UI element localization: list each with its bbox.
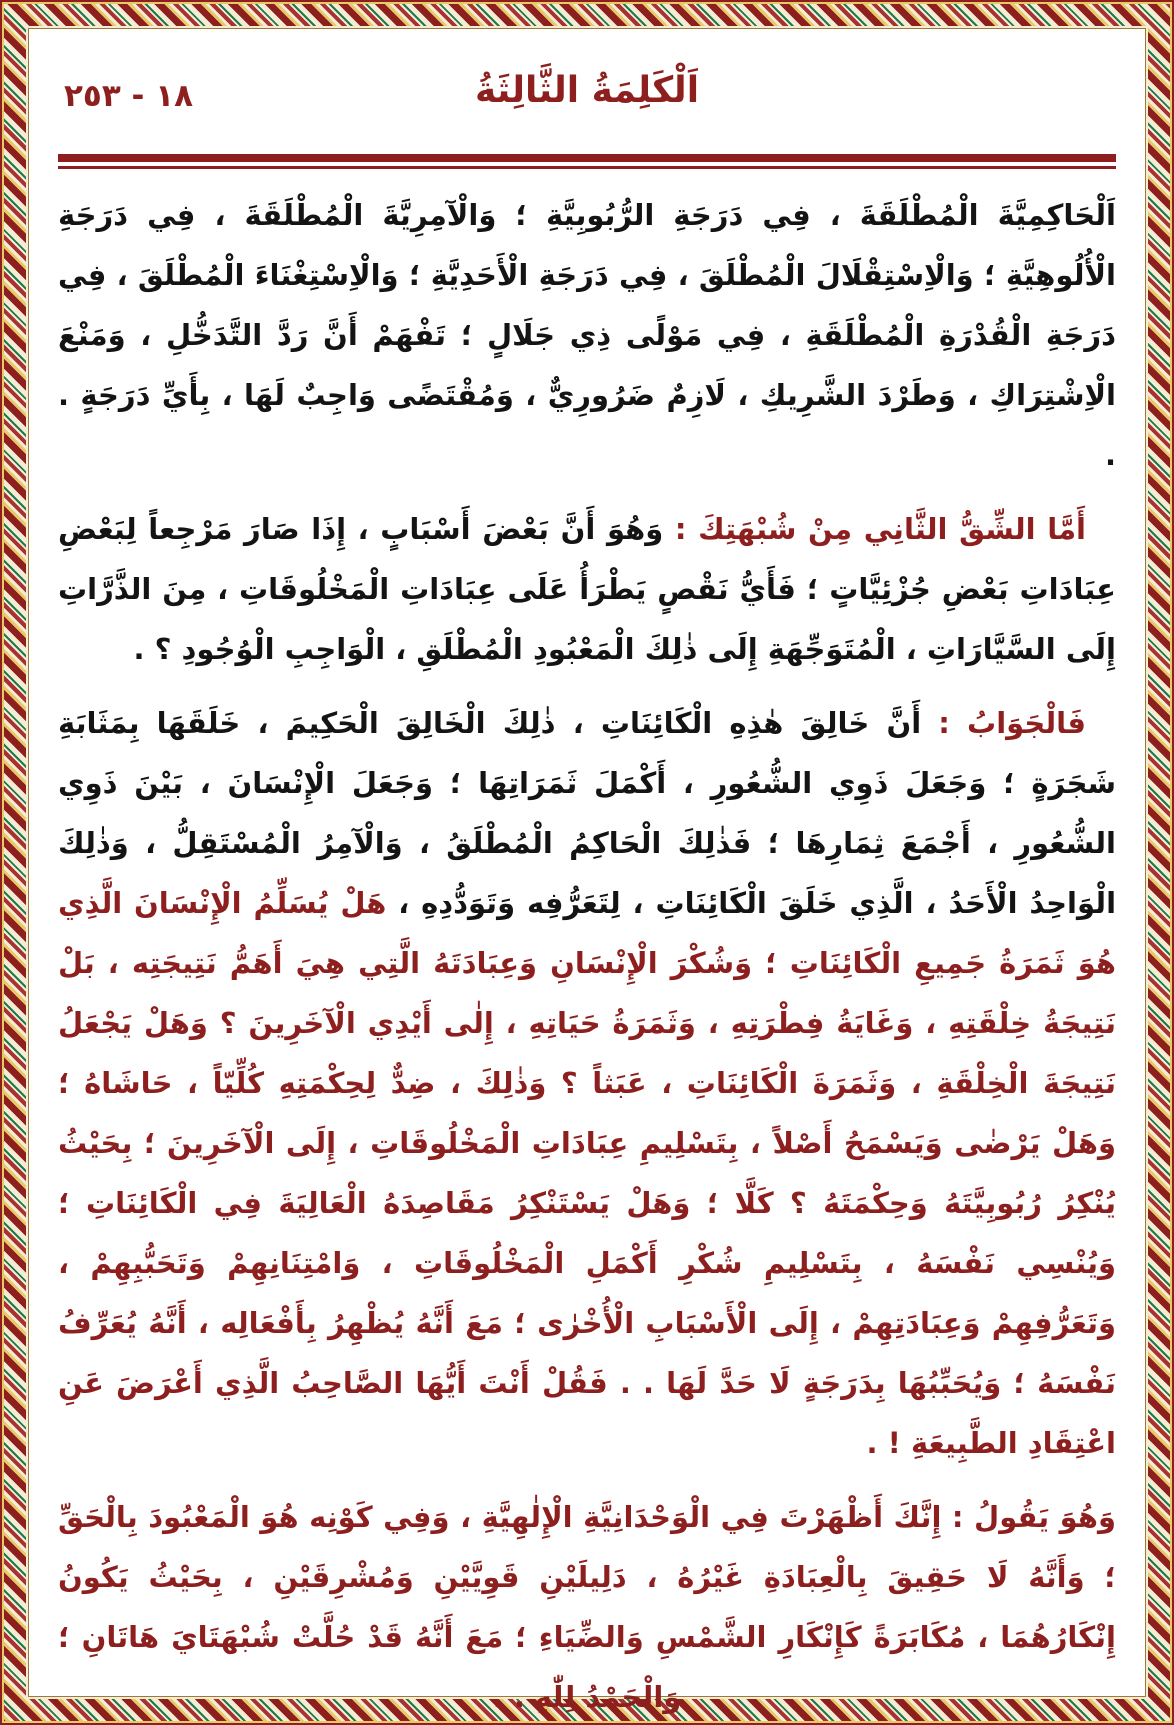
text-segment-black: أَنَّ خَالِقَ هٰذِهِ الْكَائِنَاتِ ، ذٰلِكَ الْخَالِقَ الْحَكِيمَ ، خَلَقَهَا بِمَثَابَةِ شَجَرَةٍ ؛ وَجَعَلَ ذَوِي الشُّعُورِ ، أَكْمَلَ ثَمَرَاتِهَا ؛ وَجَعَلَ الْإِنْسَانَ ، بَيْنَ ذَوِي الشُّعُورِ ، أَجْمَعَ ثِمَارِهَا ؛ فَذٰلِكَ الْحَاكِمُ الْمُطْلَقُ ، وَالْآمِرُ الْمُسْتَقِلُّ ، وَذٰلِكَ الْوَاحِدُ الْأَحَدُ ، الَّذِي خَلَقَ الْكَائِنَاتِ ، لِتَعَرُّفِه وَتَوَدُّدِهِ ،: [58, 706, 1117, 920]
page-content: [30, 28, 1144, 1714]
text-segment-red: أَمَّا الشِّقُّ الثَّانِي مِنْ شُبْهَتِكَ :: [663, 512, 1086, 546]
paragraph-answer: [58, 693, 1116, 1473]
header-rule-thin: [58, 166, 1116, 169]
page-header: [58, 52, 1116, 144]
paragraph-sovereignty: [58, 185, 1116, 485]
text-segment-red: وَهُوَ يَقُولُ : إِنَّكَ أَظْهَرْتَ فِي الْوَحْدَانِيَّةِ الْإِلٰهِيَّةِ ، وَفِي كَوْنِه هُوَ الْمَعْبُودَ بِالْحَقِّ ؛ وَأَنَّهُ لَا حَقِيقَ بِالْعِبَادَةِ غَيْرُهُ ، دَلِيلَيْنِ قَوِيَّيْنِ وَمُشْرِقَيْنِ ، بِحَيْثُ يَكُونُ إِنْكَارُهُمَا ، مُكَابَرَةً كَإِنْكَارِ الشَّمْسِ وَالضِّيَاءِ ؛ مَعَ أَنَّهُ قَدْ حُلَّتْ شُبْهَتَايَ هَاتَانِ ؛ وَالْحَمْدُ لِلّٰهِ . .: [58, 1500, 1116, 1714]
body-text: [58, 185, 1116, 1725]
page-number: ١٨ - ٢٥٣: [64, 78, 194, 114]
paragraph-second-doubt: [58, 499, 1116, 679]
page-title: اَلْكَلِمَةُ الثَّالِثَةُ: [474, 70, 700, 111]
text-segment-black: وَهُوَ أَنَّ بَعْضَ أَسْبَابٍ ، إِذَا صَارَ مَرْجِعاً لِبَعْضِ عِبَادَاتِ بَعْضِ جُزْئِيَّاتٍ ؛ فَأَيُّ نَقْصٍ يَطْرَأُ عَلَى عِبَادَاتِ الْمَخْلُوقَاتِ ، مِنَ الذَّرَّاتِ إِلَى السَّيَّارَاتِ ، الْمُتَوَجِّهَةِ إِلَى ذٰلِكَ الْمَعْبُودِ الْمُطْلَقِ ، الْوَاجِبِ الْوُجُودِ ؟ .: [58, 512, 1116, 666]
text-segment-black: اَلْحَاكِمِيَّةَ الْمُطْلَقَةَ ، فِي دَرَجَةِ الرُّبُوبِيَّةِ ؛ وَالْآمِرِيَّةَ الْمُطْلَقَةَ ، فِي دَرَجَةِ الْأُلُوهِيَّةِ ؛ وَالْاِسْتِقْلَالَ الْمُطْلَقَ ، فِي دَرَجَةِ الْأَحَدِيَّةِ ؛ وَالْاِسْتِغْنَاءَ الْمُطْلَقَ ، فِي دَرَجَةِ الْقُدْرَةِ الْمُطْلَقَةِ ، فِي مَوْلًى ذِي جَلَالٍ ؛ تَفْهَمْ أَنَّ رَدَّ التَّدَخُّلِ ، وَمَنْعَ الْاِشْتِرَاكِ ، وَطَرْدَ الشَّرِيكِ ، لَازِمٌ ضَرُورِيٌّ ، وَمُقْتَضًى وَاجِبٌ لَهَا ، بِأَيِّ دَرَجَةٍ . .: [58, 198, 1116, 472]
text-segment-red: هَلْ يُسَلِّمُ الْإِنْسَانَ الَّذِي هُوَ ثَمَرَةُ جَمِيعِ الْكَائِنَاتِ ؛ وَشُكْرَ الْإِنْسَانِ وَعِبَادَتَهُ الَّتِي هِيَ أَهَمُّ نَتِيجَتِه ، بَلْ نَتِيجَةُ خِلْقَتِهِ ، وَغَايَةُ فِطْرَتِهِ ، وَثَمَرَةُ حَيَاتِهِ ، إِلٰى أَيْدِي الْآخَرِينَ ؟ وَهَلْ يَجْعَلُ نَتِيجَةَ الْخِلْقَةِ ، وَثَمَرَةَ الْكَائِنَاتِ ، عَبَثاً ؟ وَذٰلِكَ ، ضِدٌّ لِحِكْمَتِهِ كُلِّيّاً ، حَاشَاهُ ؛ وَهَلْ يَرْضٰى وَيَسْمَحُ أَصْلاً ، بِتَسْلِيمِ عِبَادَاتِ الْمَخْلُوقَاتِ ، إِلَى الْآخَرِينَ ؛ بِحَيْثُ يُنْكِرُ رُبُوبِيَّتَهُ وَحِكْمَتَهُ ؟ كَلَّا ؛ وَهَلْ يَسْتَنْكِرُ مَقَاصِدَهُ الْعَالِيَةَ فِي الْكَائِنَاتِ ؛ وَيُنْسِي نَفْسَهُ ، بِتَسْلِيمِ شُكْرِ أَكْمَلِ الْمَخْلُوقَاتِ ، وَامْتِنَانِهِمْ وَتَحَبُّبِهِمْ ، وَتَعَرُّفِهِمْ وَعِبَادَتِهِمْ ، إِلَى الْأَسْبَابِ الْأُخْرٰى ؛ مَعَ أَنَّهُ يُظْهِرُ بِأَفْعَالِه ، أَنَّهُ يُعَرِّفُ نَفْسَهُ ؛ وَيُحَبِّبُهَا بِدَرَجَةٍ لَا حَدَّ لَهَا . . فَقُلْ أَنْتَ أَيُّهَا الصَّاحِبُ الَّذِي أَعْرَضَ عَنِ اعْتِقَادِ الطَّبِيعَةِ ! .: [58, 886, 1116, 1460]
paragraph-conclusion: [58, 1487, 1116, 1725]
header-rule-thick: [58, 154, 1116, 162]
text-segment-red: فَالْجَوَابُ :: [921, 706, 1086, 740]
